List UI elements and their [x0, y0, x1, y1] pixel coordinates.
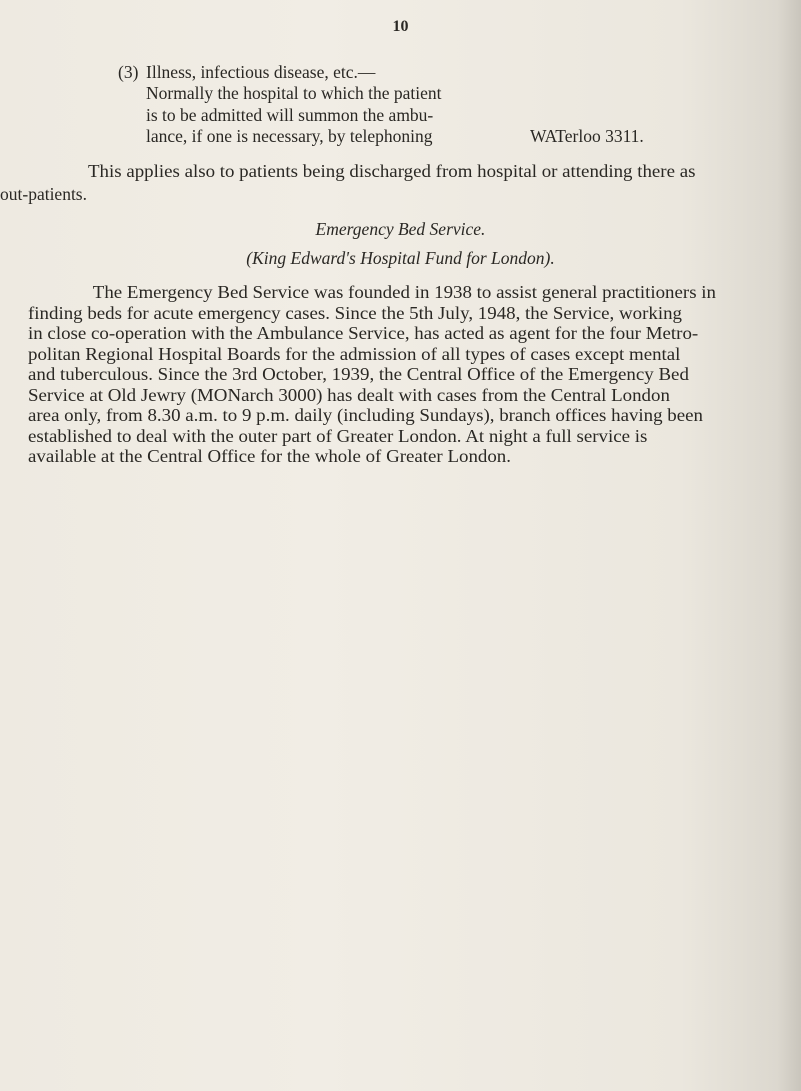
- paragraph-line: politan Regional Hospital Boards for the admission of all types of cases except mental: [28, 343, 681, 364]
- paragraph-line: finding beds for acute emergency cases. Since the 5th July, 1948, the Service, working: [28, 302, 682, 323]
- section-title: Emergency Bed Service.: [315, 219, 486, 239]
- item-heading: Illness, infectious disease, etc.—: [146, 62, 376, 82]
- page-number: 10: [392, 18, 409, 35]
- paragraph-line: and tuberculous. Since the 3rd October, 1939, the Central Office of the Emergency Bed: [28, 364, 689, 384]
- item-body-line: lance, if one is necessary, by telephoning: [146, 126, 433, 146]
- paragraph-line: established to deal with the outer part of Greater London. At night a full service is: [28, 425, 648, 446]
- item-body-line: is to be admitted will summon the ambu-: [146, 104, 434, 125]
- applies-line: out-patients.: [0, 184, 87, 204]
- section-subtitle: (King Edward's Hospital Fund for London).: [246, 248, 555, 268]
- applies-line: This applies also to patients being discharged from hospital or attending there as: [88, 161, 696, 181]
- phone-number: WATerloo 3311.: [530, 126, 644, 146]
- item-body-line: Normally the hospital to which the patient: [146, 83, 442, 103]
- paragraph-line: Service at Old Jewry (MONarch 3000) has dealt with cases from the Central London: [28, 384, 670, 405]
- applies-note: [0, 160, 760, 206]
- paragraph-line: available at the Central Office for the whole of Greater London.: [28, 446, 511, 466]
- item-body: [146, 83, 526, 148]
- paragraph-line: area only, from 8.30 a.m. to 9 p.m. daily (including Sundays), branch offices having been: [28, 405, 703, 425]
- paragraph-line: in close co-operation with the Ambulance Service, has acted as agent for the four Metro-: [28, 323, 699, 343]
- paragraph-line: The Emergency Bed Service was founded in 1938 to assist general practitioners in: [92, 282, 716, 302]
- item-number: (3): [118, 62, 139, 82]
- emergency-bed-service-paragraph: [28, 282, 780, 467]
